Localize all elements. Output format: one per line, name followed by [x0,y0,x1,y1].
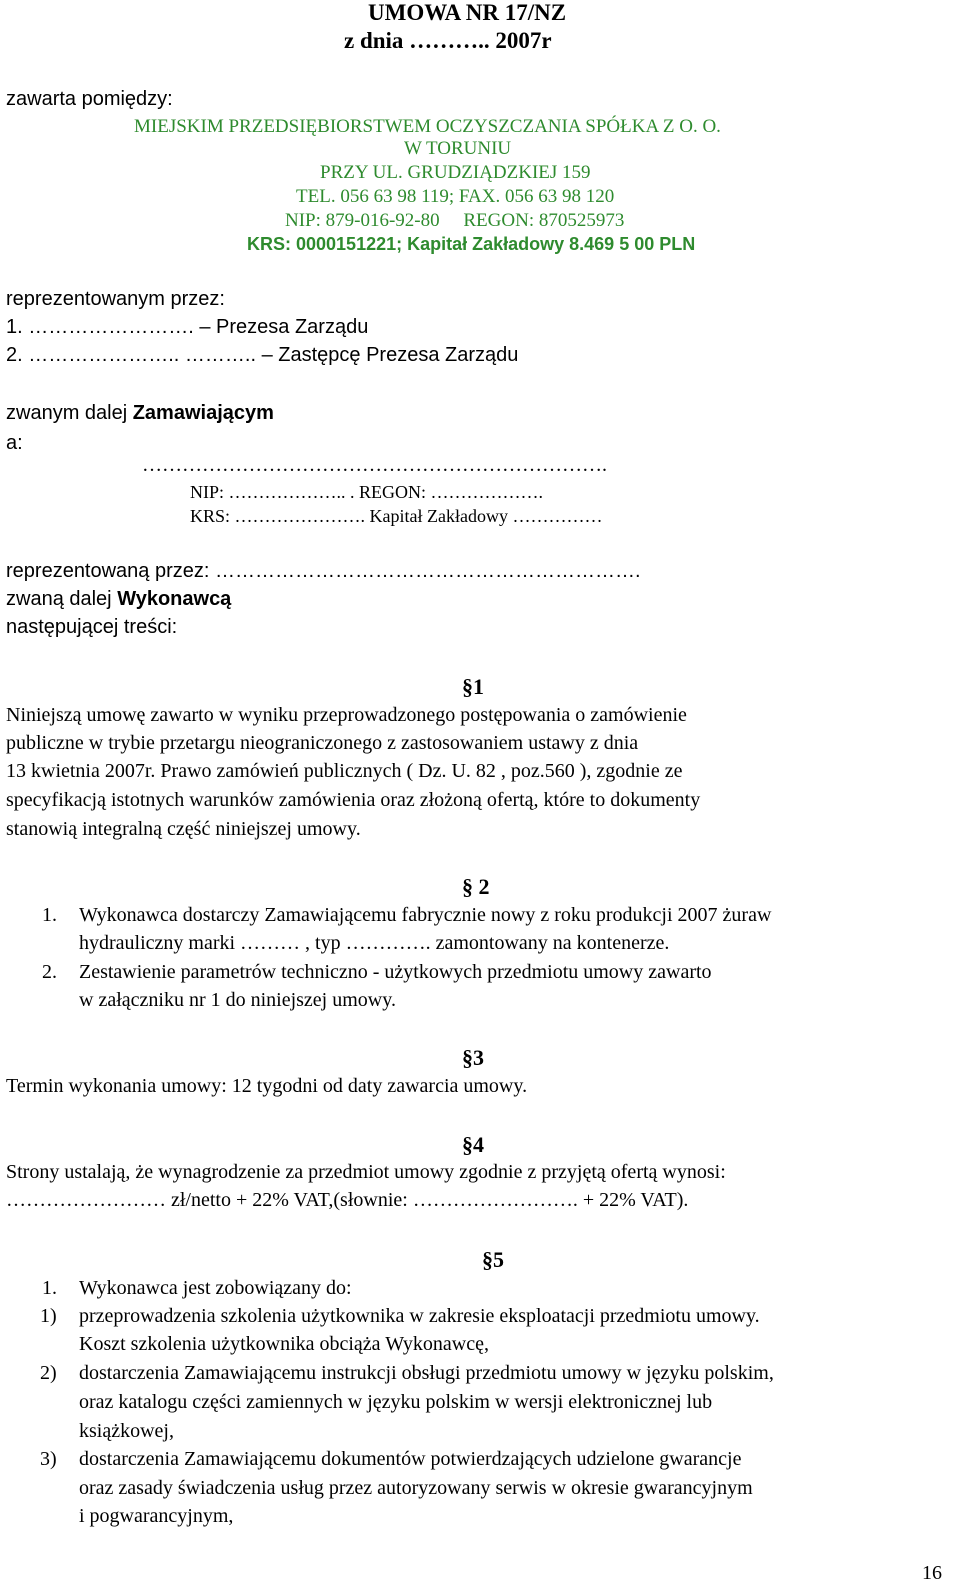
called-prefix-b: zwaną dalej [6,588,118,610]
section-2-item-number: 1. [42,904,57,926]
section-2-heading: § 2 [462,874,490,899]
company-name: MIEJSKIM PRZEDSIĘBIORSTWEM OCZYSZCZANIA SPÓŁKA Z O. O. [134,116,721,137]
section-5-intro: Wykonawca jest zobowiązany do: [79,1277,352,1299]
section-4-line: …………………… zł/netto + 22% VAT,(słownie: ……………………. + 22% VAT). [6,1189,689,1211]
called-prefix-a: zwanym dalej [6,402,133,424]
section-5-item-number: 1) [40,1305,57,1327]
company-address: PRZY UL. GRUDZIĄDZKIEJ 159 [320,162,591,183]
called-zamawiajacy [6,402,274,425]
section-5-heading: §5 [482,1247,504,1272]
section-5-item-number: 2) [40,1362,57,1384]
section-2-item-line: Zestawienie parametrów techniczno - użytkowych przedmiotu umowy zawarto [79,961,712,983]
section-3-heading: §3 [462,1045,484,1070]
section-5-item-line: dostarczenia Zamawiającemu instrukcji obsługi przedmiotu umowy w języku polskim, [79,1362,774,1384]
section-1-line: publiczne w trybie przetargu nieograniczonego z zastosowaniem ustawy z dnia [6,732,639,754]
party-b-nip-regon: NIP: ……………….. . REGON: ………………. [190,482,544,502]
page-number: 16 [922,1562,942,1584]
section-2-item-line: hydrauliczny marki ……… , typ …………. zamontowany na kontenerze. [79,932,670,954]
section-5-item-line: oraz katalogu części zamiennych w języku polskim w wersji elektronicznej lub [79,1391,713,1413]
section-4-heading: §4 [462,1132,484,1157]
representative-1: 1. ……………………. – Prezesa Zarządu [6,316,369,338]
company-krs: KRS: 0000151221; Kapitał Zakładowy 8.469 5 00 PLN [247,234,696,254]
section-2-item-number: 2. [42,961,57,983]
represented-label-a: reprezentowanym przez: [6,288,225,310]
company-city: W TORUNIU [404,138,512,159]
section-4-line: Strony ustalają, że wynagrodzenie za przedmiot umowy zgodnie z przyjętą ofertą wynosi: [6,1161,726,1183]
called-wykonawca [6,588,231,611]
section-3-text: Termin wykonania umowy: 12 tygodni od daty zawarcia umowy. [6,1075,528,1097]
party-b-krs-capital: KRS: …………………. Kapitał Zakładowy …………… [190,506,603,526]
and-label: a: [6,432,23,454]
section-1-line: specyfikacją istotnych warunków zamówienia oraz złożoną ofertą, które to dokumenty [6,789,701,811]
section-5-item-line: Koszt szkolenia użytkownika obciąża Wykonawcę, [79,1333,489,1355]
section-2-item-line: w załączniku nr 1 do niniejszej umowy. [79,989,396,1011]
company-nip-regon: NIP: 879-016-92-80 REGON: 870525973 [285,210,625,231]
following-content: następującej treści: [6,616,178,638]
section-5-item-line: książkowej, [79,1420,174,1442]
intro-text: zawarta pomiędzy: [6,88,173,110]
section-1-line: stanowią integralną część niniejszej umowy. [6,818,361,840]
section-5-item-line: oraz zasady świadczenia usług przez autoryzowany serwis w okresie gwarancyjnym [79,1477,753,1499]
zamawiajacy-name: Zamawiającym [132,402,274,424]
section-5-item-number: 3) [40,1448,57,1470]
section-5-item-line: dostarczenia Zamawiającemu dokumentów potwierdzających udzielone gwarancje [79,1448,742,1470]
section-5-intro-number: 1. [42,1277,57,1299]
company-phone: TEL. 056 63 98 119; FAX. 056 63 98 120 [296,186,615,207]
section-1-line: Niniejszą umowę zawarto w wyniku przeprowadzonego postępowania o zamówienie [6,704,687,726]
section-5-item-line: i pogwarancyjnym, [79,1505,234,1527]
representative-2: 2. ………………….. ……….. – Zastępcę Prezesa Zarządu [6,344,519,366]
contract-title: UMOWA NR 17/NZ [368,0,567,25]
section-1-line: 13 kwietnia 2007r. Prawo zamówień publicznych ( Dz. U. 82 , poz.560 ), zgodnie ze [6,760,683,782]
represented-label-b: reprezentowaną przez: ………………………………………………………. [6,560,641,582]
section-5-item-line: przeprowadzenia szkolenia użytkownika w zakresie eksploatacji przedmiotu umowy. [79,1305,760,1327]
party-b-name-blank: ……………………………………………………………. [142,454,607,476]
wykonawca-name: Wykonawcą [117,588,232,610]
section-2-item-line: Wykonawca dostarczy Zamawiającemu fabrycznie nowy z roku produkcji 2007 żuraw [79,904,772,926]
contract-date: z dnia ……….. 2007r [344,28,552,53]
section-1-heading: §1 [462,674,484,699]
